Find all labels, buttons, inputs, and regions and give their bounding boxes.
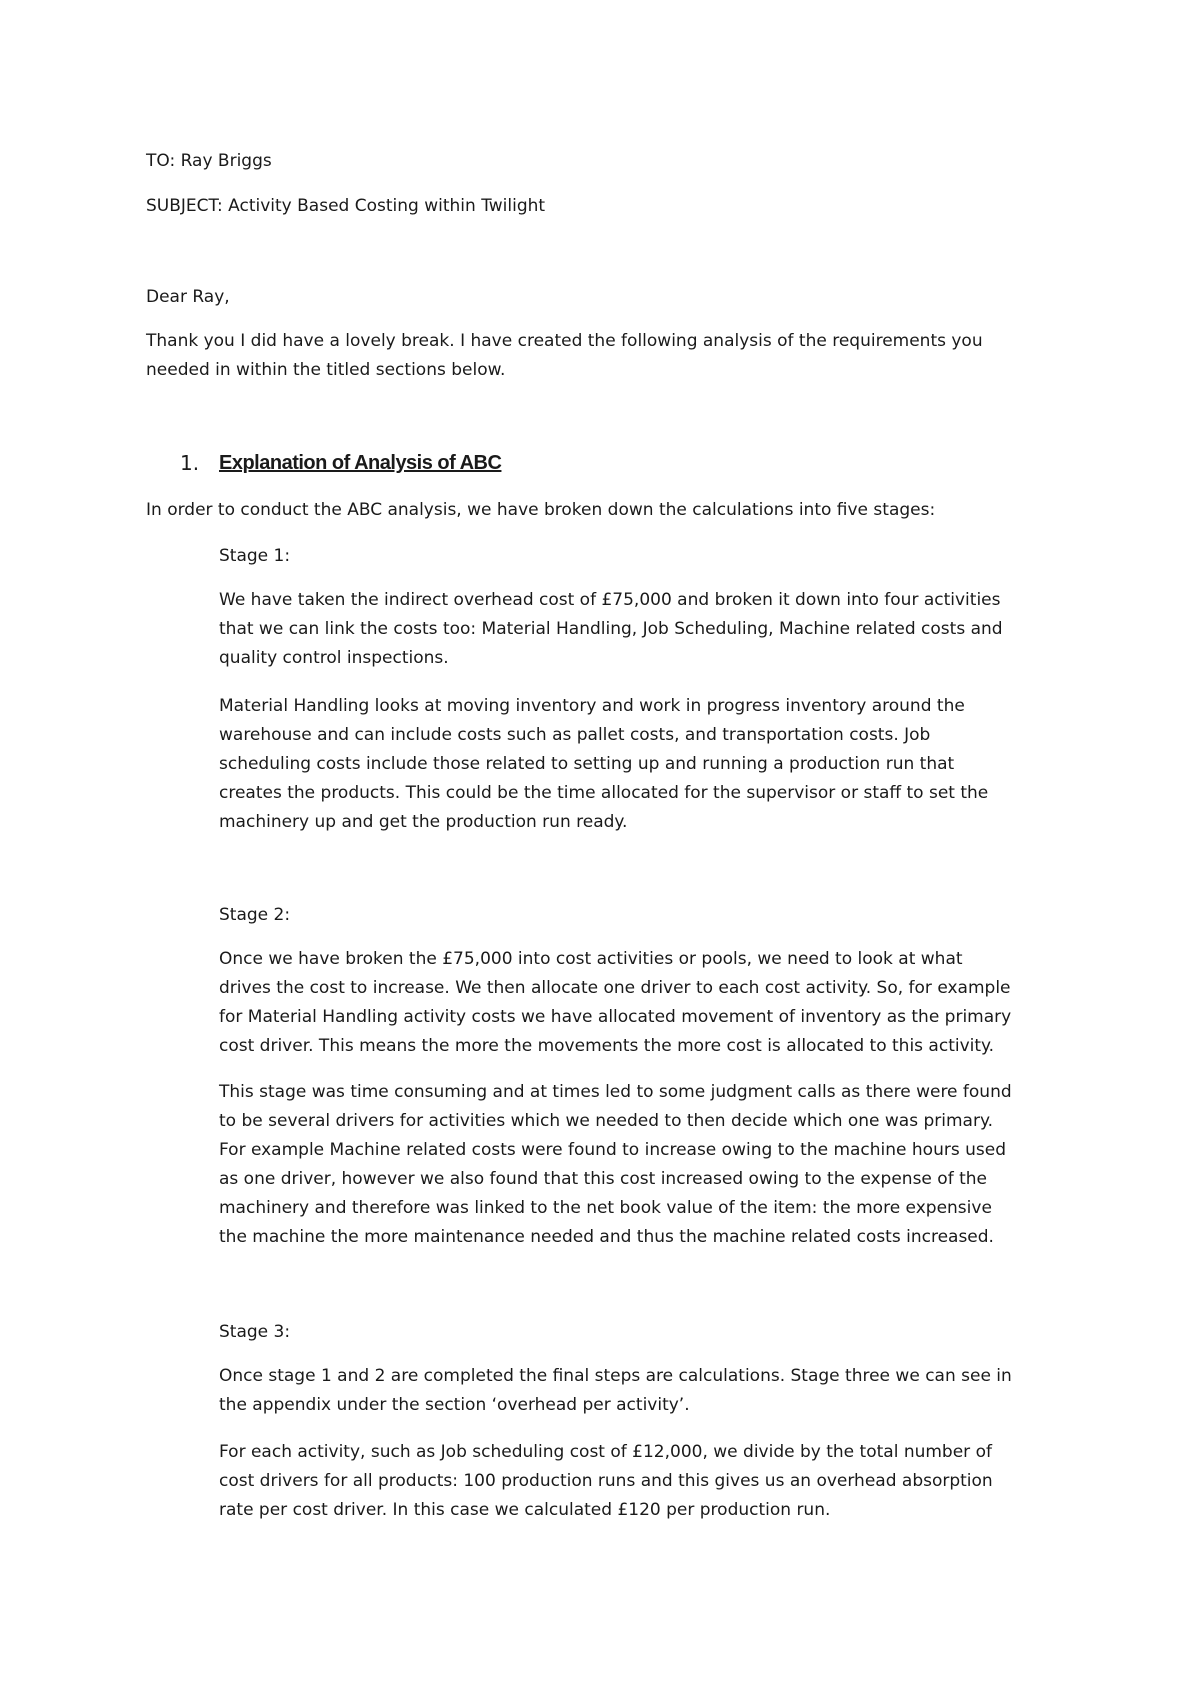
memo-to: TO: Ray Briggs [146, 151, 272, 171]
paragraph-line: that we can link the costs too: Material Handling, Job Scheduling, Machine related costs and [219, 619, 1003, 639]
paragraph-line: scheduling costs include those related to setting up and running a production run that [219, 754, 955, 774]
stage2-paragraph-1 [219, 945, 1011, 1061]
salutation: Dear Ray, [146, 287, 230, 307]
section-number: 1. [180, 451, 200, 475]
paragraph-line: for Material Handling activity costs we have allocated movement of inventory as the primary [219, 1007, 1012, 1027]
paragraph-line: drives the cost to increase. We then allocate one driver to each cost activity. So, for example [219, 978, 1011, 998]
section-intro: In order to conduct the ABC analysis, we have broken down the calculations into five stages: [146, 500, 936, 520]
paragraph-line: the machine the more maintenance needed and thus the machine related costs increased. [219, 1227, 994, 1247]
intro-line: Thank you I did have a lovely break. I have created the following analysis of the requirements you [146, 331, 983, 351]
paragraph-line: Material Handling looks at moving inventory and work in progress inventory around the [219, 696, 965, 716]
paragraph-line: Once stage 1 and 2 are completed the final steps are calculations. Stage three we can see in [219, 1366, 1012, 1386]
stage1-paragraph-1 [219, 586, 1003, 673]
stage1-title: Stage 1: [219, 546, 291, 566]
stage3-paragraph-2 [219, 1438, 993, 1525]
paragraph-line: warehouse and can include costs such as pallet costs, and transportation costs. Job [219, 725, 931, 745]
stage3-paragraph-1 [219, 1362, 1012, 1420]
paragraph-line: This stage was time consuming and at times led to some judgment calls as there were found [219, 1082, 1012, 1102]
paragraph-line: Once we have broken the £75,000 into cost activities or pools, we need to look at what [219, 949, 963, 969]
paragraph-line: creates the products. This could be the time allocated for the supervisor or staff to set the [219, 783, 989, 803]
paragraph-line: rate per cost driver. In this case we calculated £120 per production run. [219, 1500, 831, 1520]
stage2-title: Stage 2: [219, 905, 291, 925]
paragraph-line: to be several drivers for activities which we needed to then decide which one was primary. [219, 1111, 993, 1131]
paragraph-line: We have taken the indirect overhead cost of £75,000 and broken it down into four activities [219, 590, 1001, 610]
stage1-paragraph-2 [219, 692, 988, 837]
paragraph-line: as one driver, however we also found that this cost increased owing to the expense of the [219, 1169, 987, 1189]
paragraph-line: cost driver. This means the more the movements the more cost is allocated to this activity. [219, 1036, 995, 1056]
paragraph-line: cost drivers for all products: 100 production runs and this gives us an overhead absorption [219, 1471, 993, 1491]
section-title: Explanation of Analysis of ABC [219, 452, 502, 474]
intro-paragraph [146, 327, 983, 385]
memo-subject: SUBJECT: Activity Based Costing within Twilight [146, 196, 546, 216]
paragraph-line: the appendix under the section ‘overhead per activity’. [219, 1395, 690, 1415]
paragraph-line: machinery and therefore was linked to the net book value of the item: the more expensive [219, 1198, 992, 1218]
paragraph-line: For each activity, such as Job scheduling cost of £12,000, we divide by the total number of [219, 1442, 992, 1462]
paragraph-line: machinery up and get the production run ready. [219, 812, 628, 832]
stage3-title: Stage 3: [219, 1322, 291, 1342]
intro-line: needed in within the titled sections below. [146, 360, 506, 380]
stage2-paragraph-2 [219, 1078, 1012, 1252]
paragraph-line: quality control inspections. [219, 648, 449, 668]
paragraph-line: For example Machine related costs were found to increase owing to the machine hours used [219, 1140, 1006, 1160]
